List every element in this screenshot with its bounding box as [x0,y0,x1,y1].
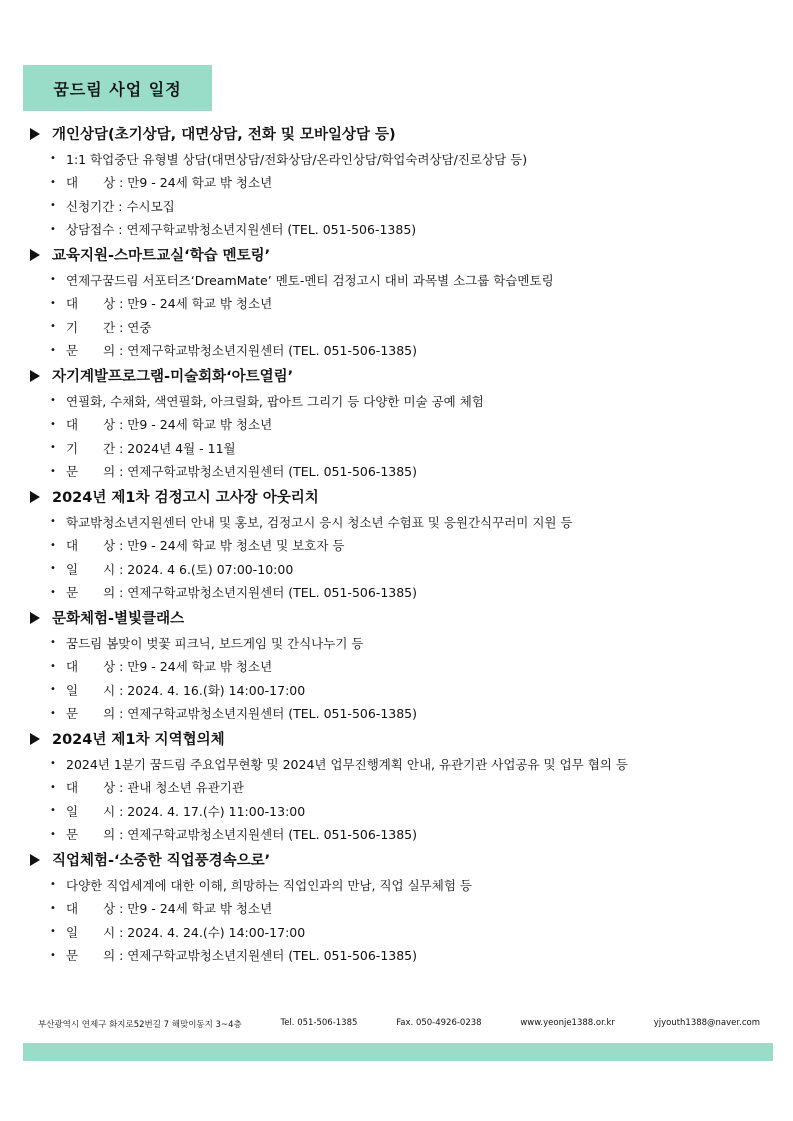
list-item [50,534,793,558]
section-heading [30,846,793,873]
bullet-dot-icon: • [50,684,56,696]
list-item [50,920,793,944]
list-item-text: 기 간 : 2024년 4월 - 11월 [66,440,236,456]
bullet-dot-icon: • [50,586,56,598]
list-item [50,171,793,195]
bullet-dot-icon: • [50,805,56,817]
bullet-dot-icon: • [50,707,56,719]
section-heading-text: 자기계발프로그램-미술회화‘아트열림’ [52,369,294,385]
triangle-bullet-icon [30,249,40,261]
list-item [50,389,793,413]
list-item [50,897,793,921]
list-item [50,631,793,655]
list-item-text: 2024년 1분기 꿈드림 주요업무현황 및 2024년 업무진행계획 안내, 유관기관 사업공유 및 업무 협의 등 [66,756,628,772]
schedule-section [0,362,793,483]
list-item [50,268,793,292]
triangle-bullet-icon [30,128,40,140]
list-item [50,702,793,726]
list-item [50,315,793,339]
page-title: 꿈드림 사업 일정 [53,79,182,99]
bullet-dot-icon: • [50,418,56,430]
list-item-text: 일 시 : 2024. 4 6.(토) 07:00-10:00 [66,561,294,577]
schedule-sections [0,120,793,967]
list-item-text: 문 의 : 연제구학교밖청소년지원센터 (TEL. 051-506-1385) [66,948,418,964]
list-item-text: 문 의 : 연제구학교밖청소년지원센터 (TEL. 051-506-1385) [66,464,418,480]
section-heading [30,483,793,510]
list-item [50,436,793,460]
list-item-text: 상담접수 : 연제구학교밖청소년지원센터 (TEL. 051-506-1385) [66,222,417,238]
bullet-dot-icon: • [50,949,56,961]
schedule-section [0,241,793,362]
list-item [50,339,793,363]
bullet-dot-icon: • [50,465,56,477]
list-item [50,823,793,847]
list-item-text: 연제구꿈드림 서포터즈‘DreamMate’ 멘토-멘티 검정고시 대비 과목별 소그룹 학습멘토링 [66,272,554,288]
bullet-dot-icon: • [50,563,56,575]
list-item [50,557,793,581]
page-title-box [23,65,212,111]
bullet-dot-icon: • [50,781,56,793]
list-item [50,678,793,702]
list-item-text: 1:1 학업중단 유형별 상담(대면상담/전화상담/온라인상담/학업숙려상담/진로상담 등) [66,151,528,167]
triangle-bullet-icon [30,854,40,866]
section-heading-text: 개인상담(초기상담, 대면상담, 전화 및 모바일상담 등) [52,127,396,143]
section-heading-text: 2024년 제1차 검정고시 고사장 아웃리치 [52,490,319,506]
list-item-text: 연필화, 수채화, 색연필화, 아크릴화, 팝아트 그리기 등 다양한 미술 공예 체험 [66,393,484,409]
list-item-text: 대 상 : 만9 - 24세 학교 밖 청소년 [66,296,273,312]
schedule-section [0,483,793,604]
list-item [50,776,793,800]
section-heading [30,725,793,752]
bullet-dot-icon: • [50,758,56,770]
list-item-text: 기 간 : 연중 [66,319,152,335]
schedule-section [0,120,793,241]
bullet-dot-icon: • [50,828,56,840]
list-item-text: 대 상 : 만9 - 24세 학교 밖 청소년 및 보호자 등 [66,538,345,554]
bullet-dot-icon: • [50,223,56,235]
bullet-dot-icon: • [50,200,56,212]
bullet-dot-icon: • [50,321,56,333]
bullet-dot-icon: • [50,902,56,914]
bullet-dot-icon: • [50,516,56,528]
footer-fax: Fax. 050-4926-0238 [396,1018,482,1028]
list-item-text: 학교밖청소년지원센터 안내 및 홍보, 검정고시 응시 청소년 수험표 및 응원간식꾸러미 지원 등 [66,514,573,530]
bullet-dot-icon: • [50,660,56,672]
list-item [50,873,793,897]
section-heading-text: 교육지원-스마트교실‘학습 멘토링’ [52,248,271,264]
bottom-accent-bar [23,1043,773,1061]
list-item-text: 문 의 : 연제구학교밖청소년지원센터 (TEL. 051-506-1385) [66,585,418,601]
list-item [50,510,793,534]
list-item-text: 대 상 : 만9 - 24세 학교 밖 청소년 [66,175,273,191]
list-item-text: 일 시 : 2024. 4. 16.(화) 14:00-17:00 [66,682,306,698]
list-item-text: 대 상 : 관내 청소년 유관기관 [66,780,244,796]
triangle-bullet-icon [30,491,40,503]
footer-tel: Tel. 051-506-1385 [280,1018,358,1028]
bullet-dot-icon: • [50,344,56,356]
section-heading-text: 문화체험-별빛클래스 [52,611,185,627]
footer-email[interactable]: yjyouth1388@naver.com [653,1018,760,1028]
footer-website[interactable]: www.yeonje1388.or.kr [520,1018,615,1028]
footer-address: 부산광역시 연제구 화지로52번길 7 해맞이동지 3~4층 [38,1020,242,1030]
list-item [50,799,793,823]
list-item [50,413,793,437]
bullet-dot-icon: • [50,442,56,454]
bullet-dot-icon: • [50,153,56,165]
section-heading [30,604,793,631]
list-item-text: 꿈드림 봄맞이 벚꽃 피크닉, 보드게임 및 간식나누기 등 [66,635,364,651]
triangle-bullet-icon [30,733,40,745]
list-item [50,581,793,605]
list-item [50,292,793,316]
list-item-text: 문 의 : 연제구학교밖청소년지원센터 (TEL. 051-506-1385) [66,827,418,843]
list-item-text: 문 의 : 연제구학교밖청소년지원센터 (TEL. 051-506-1385) [66,343,418,359]
bullet-dot-icon: • [50,926,56,938]
list-item-text: 일 시 : 2024. 4. 17.(수) 11:00-13:00 [66,803,306,819]
footer-contact [38,1018,760,1030]
list-item [50,218,793,242]
bullet-dot-icon: • [50,274,56,286]
list-item [50,194,793,218]
list-item [50,944,793,968]
bullet-dot-icon: • [50,539,56,551]
list-item [50,460,793,484]
bullet-dot-icon: • [50,297,56,309]
section-heading-text: 직업체험-‘소중한 직업풍경속으로’ [52,853,271,869]
list-item [50,752,793,776]
bullet-dot-icon: • [50,879,56,891]
list-item-text: 일 시 : 2024. 4. 24.(수) 14:00-17:00 [66,924,306,940]
bullet-dot-icon: • [50,395,56,407]
triangle-bullet-icon [30,370,40,382]
schedule-section [0,725,793,846]
section-heading [30,120,793,147]
list-item-text: 대 상 : 만9 - 24세 학교 밖 청소년 [66,659,273,675]
list-item-text: 다양한 직업세계에 대한 이해, 희망하는 직업인과의 만남, 직업 실무체험 등 [66,877,472,893]
section-heading [30,362,793,389]
list-item-text: 대 상 : 만9 - 24세 학교 밖 청소년 [66,417,273,433]
list-item-text: 신청기간 : 수시모집 [66,198,175,214]
section-heading-text: 2024년 제1차 지역협의체 [52,732,225,748]
section-heading [30,241,793,268]
schedule-section [0,846,793,967]
list-item-text: 대 상 : 만9 - 24세 학교 밖 청소년 [66,901,273,917]
list-item [50,655,793,679]
triangle-bullet-icon [30,612,40,624]
list-item-text: 문 의 : 연제구학교밖청소년지원센터 (TEL. 051-506-1385) [66,706,418,722]
bullet-dot-icon: • [50,176,56,188]
bullet-dot-icon: • [50,637,56,649]
schedule-section [0,604,793,725]
list-item [50,147,793,171]
